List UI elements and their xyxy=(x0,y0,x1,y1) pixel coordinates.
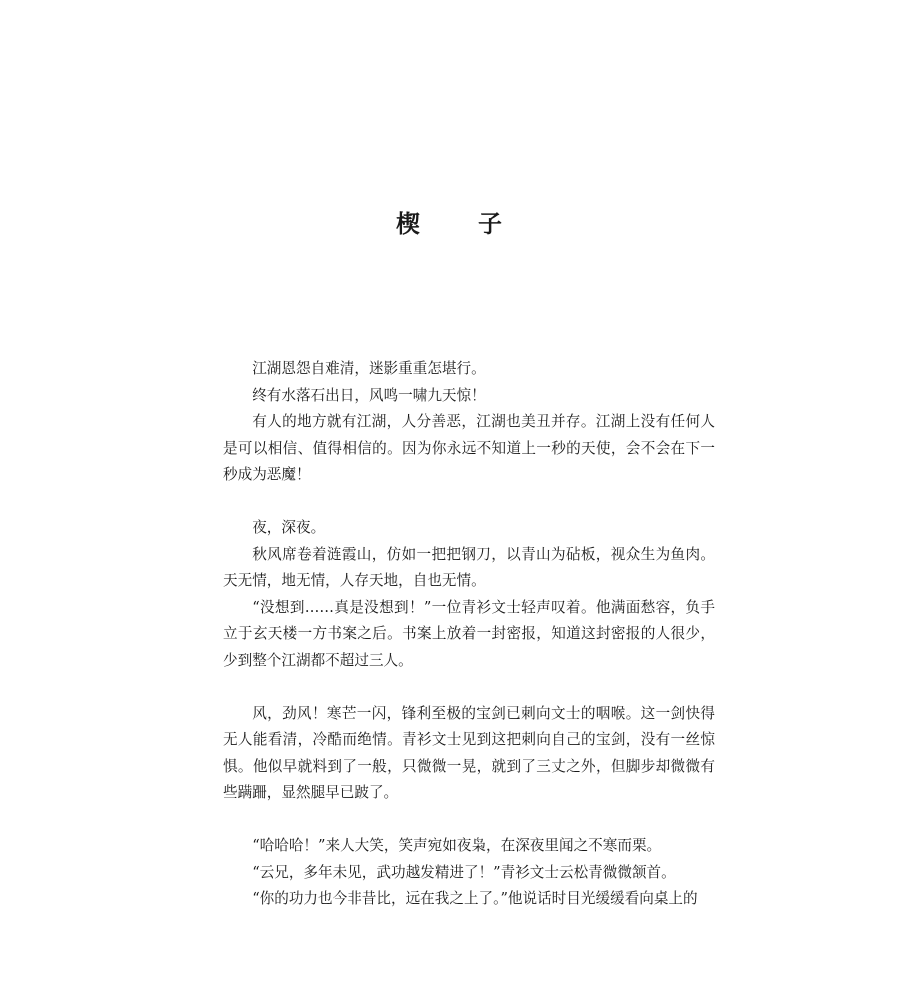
paragraph: “哈哈哈！”来人大笑，笑声宛如夜枭，在深夜里闻之不寒而栗。 xyxy=(252,837,662,854)
paragraph: 风，劲风！寒芒一闪，锋利至极的宝剑已刺向文士的咽喉。这一剑快得无人能看清，冷酷而绝情。青衫文士见到这把刺向自己的宝剑，没有一丝惊惧。他似早就料到了一般，只微微一晃，就到了三丈之外，但脚步却微微有些蹒跚，显然腿早已跛了。 xyxy=(223,704,715,801)
paragraph-gap xyxy=(223,489,715,516)
poem-line-2: 终有水落石出日，风鸣一啸九天惊！ xyxy=(252,386,486,404)
paragraph-gap xyxy=(223,674,715,701)
paragraph: 秋风席卷着涟霞山，仿如一把把钢刀，以青山为砧板，视众生为鱼肉。天无情，地无情，人存天地，自也无情。 xyxy=(223,545,715,589)
paragraph: 有人的地方就有江湖，人分善恶，江湖也美丑并存。江湖上没有任何人是可以相信、值得相信的。因为你永远不知道上一秒的天使，会不会在下一秒成为恶魔！ xyxy=(223,413,715,483)
paragraph-gap xyxy=(223,807,715,834)
paragraph: “云兄，多年未见，武功越发精进了！”青衫文士云松青微微颔首。 xyxy=(252,863,676,881)
chapter-title-char-2: 子 xyxy=(478,209,504,238)
chapter-title xyxy=(0,204,900,239)
paragraph: “你的功力也今非昔比，远在我之上了。”他说话时目光缓缓看向桌上的 xyxy=(252,890,698,907)
paragraph: 夜，深夜。 xyxy=(252,519,326,536)
poem-line-1: 江湖恩怨自难清，迷影重重怎堪行。 xyxy=(252,360,486,377)
chapter-title-char-1: 楔 xyxy=(396,209,422,238)
paragraph: “没想到……真是没想到！”一位青衫文士轻声叹着。他满面愁容，负手立于玄天楼一方书案之后。书案上放着一封密报，知道这封密报的人很少，少到整个江湖都不超过三人。 xyxy=(223,598,715,669)
chapter-body xyxy=(223,356,715,913)
